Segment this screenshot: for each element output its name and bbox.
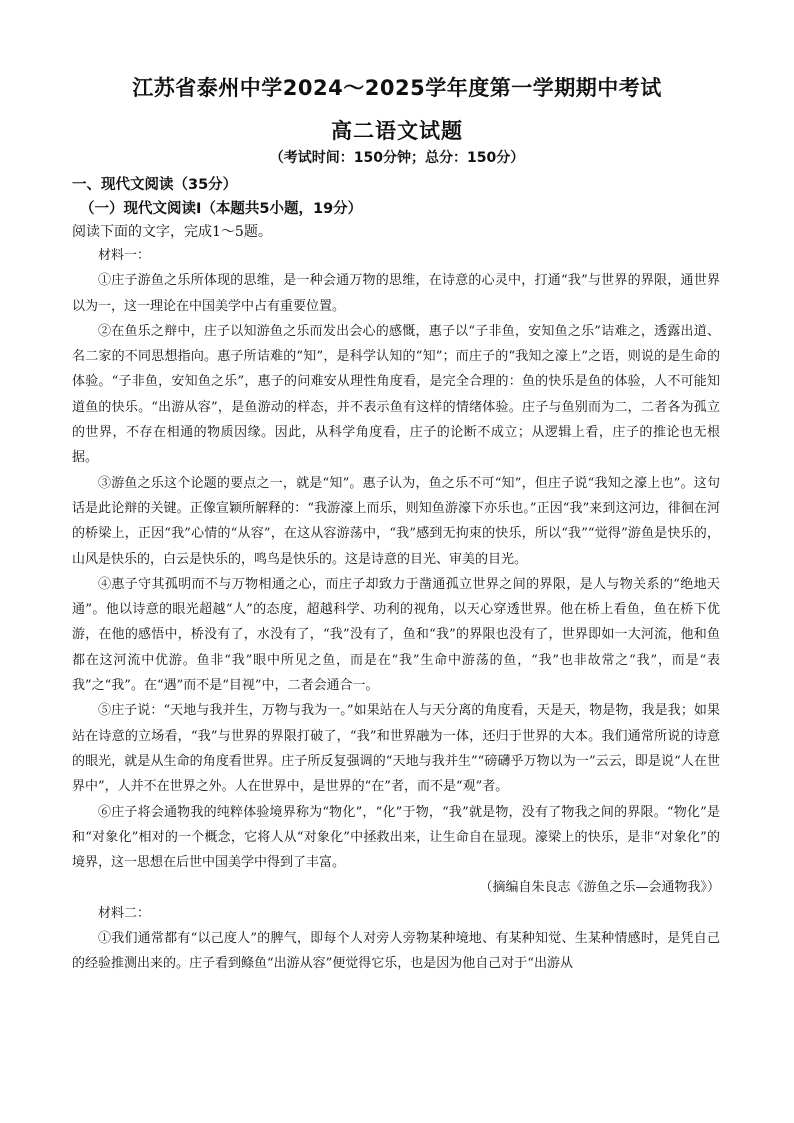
paragraph: ①庄子游鱼之乐所体现的思维，是一种会通万物的思维，在诗意的心灵中，打通“我”与世界的界限，通世界以为一，这一理论在中国美学中占有重要位置。 — [72, 273, 720, 314]
exam-info: （考试时间：150分钟；总分：150分） — [269, 150, 525, 166]
paragraph: ①我们通常都有“以己度人”的脾气，即每个人对旁人旁物某种境地、有某种知觉、生某种情感时，是凭自己的经验推测出来的。庄子看到鲦鱼“出游从容”便觉得它乐，也是因为他自己对于“出游从 — [72, 931, 720, 972]
material-label: 材料二： — [98, 905, 151, 921]
exam-subtitle: 高二语文试题 — [331, 119, 463, 143]
reading-passage — [72, 243, 720, 977]
section-heading: 一、现代文阅读（35分） — [72, 177, 238, 193]
paragraph: ⑥庄子将会通物我的纯粹体验境界称为“物化”，“化”于物，“我”就是物，没有了物我之间的界限。“物化”是和“对象化”相对的一个概念，它将人从“对象化”中拯救出来，让生命自在显现。濠梁上的快乐，是非“对象化”的境界，这一思想在后世中国美学中得到了丰富。 — [72, 804, 720, 871]
paragraph: ②在鱼乐之辩中，庄子以知游鱼之乐而发出会心的感慨，惠子以“子非鱼，安知鱼之乐”诘难之，透露出道、名二家的不同思想指向。惠子所诘难的“知”，是科学认知的“知”；而庄子的“我知之濠上”之语，则说的是生命的体验。“子非鱼，安知鱼之乐”，惠子的问难安从理性角度看，是完全合理的：鱼的快乐是鱼的体验，人不可能知道鱼的快乐。“出游从容”，是鱼游动的样态，并不表示鱼有这样的情绪体验。庄子与鱼别而为二，二者各为孤立的世界，不存在相通的物质因缘。因此，从科学角度看，庄子的论断不成立；从逻辑上看，庄子的推论也无根据。 — [72, 323, 720, 466]
paragraph: ④惠子守其孤明而不与万物相通之心，而庄子却致力于凿通孤立世界之间的界限，是人与物关系的“绝地天通”。他以诗意的眼光超越“人”的态度，超越科学、功利的视角，以天心穿透世界。他在桥上看鱼，鱼在桥下优游，在他的感悟中，桥没有了，水没有了，“我”没有了，鱼和“我”的界限也没有了，世界即如一大河流，他和鱼都在这河流中优游。鱼非“我”眼中所见之鱼，而是在“我”生命中游荡的鱼，“我”也非故常之“我”，而是“表我”之“我”。在“遇”而不是“目视”中，二者会通合一。 — [72, 576, 720, 694]
material-label: 材料一： — [98, 248, 151, 263]
exam-title: 江苏省泰州中学2024～2025学年度第一学期期中考试 — [132, 76, 662, 100]
source-citation: （摘编自朱良志《游鱼之乐—会通物我》） — [479, 880, 720, 896]
paragraph: ③游鱼之乐这个论题的要点之一，就是“知”。惠子认为，鱼之乐不可“知”，但庄子说“我知之濠上也”。这句话是此论辩的关键。正像宣颖所解释的：“我游濠上而乐，则知鱼游濠下亦乐也。”正因“我”来到这河边，徘徊在河的桥梁上，正因“我”心情的“从容”，在这从容游荡中，“我”感到无拘束的快乐，所以“我”“觉得”游鱼是快乐的，山风是快乐的，白云是快乐的，鸣鸟是快乐的。这是诗意的目光、审美的目光。 — [72, 475, 720, 567]
reading-instruction: 阅读下面的文字，完成1～5题。 — [72, 224, 272, 240]
section-subheading: （一）现代文阅读Ⅰ（本题共5小题，19分） — [80, 201, 363, 217]
paragraph: ⑤庄子说：“天地与我并生，万物与我为一。”如果站在人与天分离的角度看，天是天，物是物，我是我；如果站在诗意的立场看，“我”与世界的界限打破了，“我”和世界融为一体，还归于世界的大本。我们通常所说的诗意的眼光，就是从生命的角度看世界。庄子所反复强调的“天地与我并生”“磅礴乎万物以为一”云云，即是说“人在世界中”，人并不在世界之外。人在世界中，是世界的“在”者，而不是“观”者。 — [72, 703, 720, 795]
